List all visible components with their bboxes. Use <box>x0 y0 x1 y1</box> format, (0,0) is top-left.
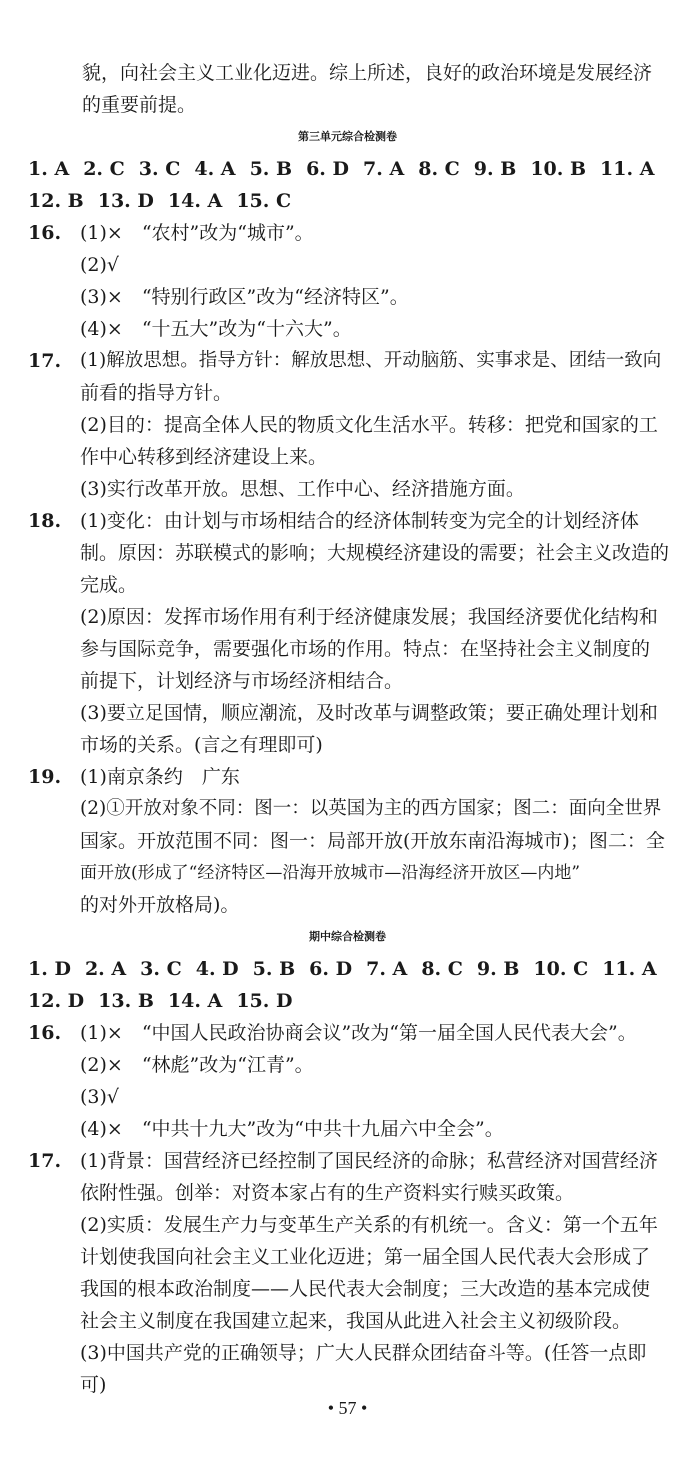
answer-line: (2)原因：发挥市场作用有利于经济健康发展；我国经济要优化结构和 <box>80 606 658 628</box>
answer-line: 国家。开放范围不同：图一：局部开放(开放东南沿海城市)；图二：全 <box>80 830 665 852</box>
answer-line: 完成。 <box>80 574 138 596</box>
answer-item: 8. C <box>421 958 463 980</box>
answer-item: 8. C <box>418 158 460 180</box>
answer-line: (1)解放思想。指导方针：解放思想、开动脑筋、实事求是、团结一致向 <box>80 350 662 371</box>
answer-item: 10. B <box>530 158 587 180</box>
answer-line: (2)目的：提高全体人民的物质文化生活水平。转移：把党和国家的工 <box>80 414 658 436</box>
answer-line: 可) <box>80 1374 107 1396</box>
answer-item: 7. A <box>366 958 408 980</box>
answer-line: 社会主义制度在我国建立起来，我国从此进入社会主义初级阶段。 <box>80 1310 632 1332</box>
answer-item: 2. A <box>84 958 127 980</box>
answer-line: (1)× “农村”改为“城市”。 <box>80 222 314 244</box>
answer-line: (2)①开放对象不同：图一：以英国为主的西方国家；图二：面向全世界 <box>80 798 662 819</box>
question-number: 17. <box>28 350 62 372</box>
answer-line: 我国的根本政治制度——人民代表大会制度；三大改造的基本完成使 <box>80 1278 651 1300</box>
answer-item: 14. A <box>167 990 223 1012</box>
answer-item: 11. A <box>600 158 655 180</box>
answer-row <box>28 188 291 214</box>
answer-line: (1)背景：国营经济已经控制了国民经济的命脉；私营经济对国营经济 <box>80 1150 658 1172</box>
answer-line: 面开放(形成了“经济特区—沿海开放城市—沿海经济开放区—内地” <box>80 863 581 883</box>
answer-item: 15. C <box>236 190 292 212</box>
answer-line: 作中心转移到经济建设上来。 <box>80 446 328 468</box>
answer-line: 市场的关系。(言之有理即可) <box>80 734 323 756</box>
answer-item: 13. B <box>98 990 154 1012</box>
answer-line: (2)× “林彪”改为“江青”。 <box>80 1054 314 1076</box>
answer-item: 6. D <box>306 158 350 180</box>
answer-line: (4)× “十五大”改为“十六大”。 <box>80 318 352 340</box>
answer-line: (3)中国共产党的正确领导；广大人民群众团结奋斗等。(任答一点即 <box>80 1342 647 1364</box>
answer-line: (4)× “中共十九大”改为“中共十九届六中全会”。 <box>80 1118 504 1140</box>
answer-item: 4. D <box>195 958 239 980</box>
answer-item: 13. D <box>97 190 154 212</box>
answer-item: 5. B <box>249 158 293 180</box>
answer-line: 依附性强。创举：对资本家占有的生产资料实行赎买政策。 <box>80 1182 575 1204</box>
answer-item: 6. D <box>309 958 353 980</box>
answer-line: (1)南京条约 广东 <box>80 766 240 788</box>
answer-line: (3)要立足国情，顺应潮流，及时改革与调整政策；要正确处理计划和 <box>80 702 658 724</box>
intro-line: 的重要前提。 <box>82 94 197 116</box>
answer-line: 前看的指导方针。 <box>80 382 233 404</box>
answer-item: 1. A <box>28 158 70 180</box>
question-number: 16. <box>28 1022 62 1044</box>
intro-line: 貌，向社会主义工业化迈进。综上所述，良好的政治环境是发展经济 <box>82 62 653 84</box>
answer-line: (1)变化：由计划与市场相结合的经济体制转变为完全的计划经济体 <box>80 510 639 532</box>
answer-line: 的对外开放格局)。 <box>80 894 240 916</box>
answer-item: 11. A <box>602 958 657 980</box>
answer-row <box>28 956 657 982</box>
section-title: 期中综合检测卷 <box>309 930 386 943</box>
answer-line: 参与国际竞争，需要强化市场的作用。特点：在坚持社会主义制度的 <box>80 638 651 660</box>
answer-item: 12. D <box>28 990 85 1012</box>
answer-item: 7. A <box>363 158 405 180</box>
answer-line: 前提下，计划经济与市场经济相结合。 <box>80 670 404 692</box>
answer-row <box>28 156 654 182</box>
answer-item: 14. A <box>167 190 223 212</box>
answer-line: (2)√ <box>80 254 120 276</box>
answer-item: 4. A <box>194 158 236 180</box>
answer-item: 1. D <box>28 958 71 980</box>
question-number: 18. <box>28 510 62 532</box>
answer-item: 2. C <box>83 158 125 180</box>
answer-item: 3. C <box>140 958 182 980</box>
answer-line: (3)√ <box>80 1086 120 1108</box>
answer-line: 计划使我国向社会主义工业化迈进；第一届全国人民代表大会形成了 <box>80 1246 651 1268</box>
answer-item: 15. D <box>236 990 293 1012</box>
answer-line: (1)× “中国人民政治协商会议”改为“第一届全国人民代表大会”。 <box>80 1022 637 1044</box>
answer-line: 制。原因：苏联模式的影响；大规模经济建设的需要；社会主义改造的 <box>80 542 670 564</box>
answer-item: 5. B <box>252 958 296 980</box>
answer-item: 10. C <box>533 958 589 980</box>
answer-line: (2)实质：发展生产力与变革生产关系的有机统一。含义：第一个五年 <box>80 1214 658 1236</box>
answer-line: (3)× “特别行政区”改为“经济特区”。 <box>80 286 409 308</box>
answer-item: 9. B <box>473 158 517 180</box>
section-title: 第三单元综合检测卷 <box>298 130 397 143</box>
page-number: • 57 • <box>327 1398 368 1418</box>
question-number: 17. <box>28 1150 62 1172</box>
answer-item: 3. C <box>138 158 181 180</box>
answer-line: (3)实行改革开放。思想、工作中心、经济措施方面。 <box>80 478 525 500</box>
question-number: 16. <box>28 222 62 244</box>
answer-item: 9. B <box>476 958 520 980</box>
answer-item: 12. B <box>28 190 84 212</box>
question-number: 19. <box>28 766 62 788</box>
answer-row <box>28 988 292 1014</box>
